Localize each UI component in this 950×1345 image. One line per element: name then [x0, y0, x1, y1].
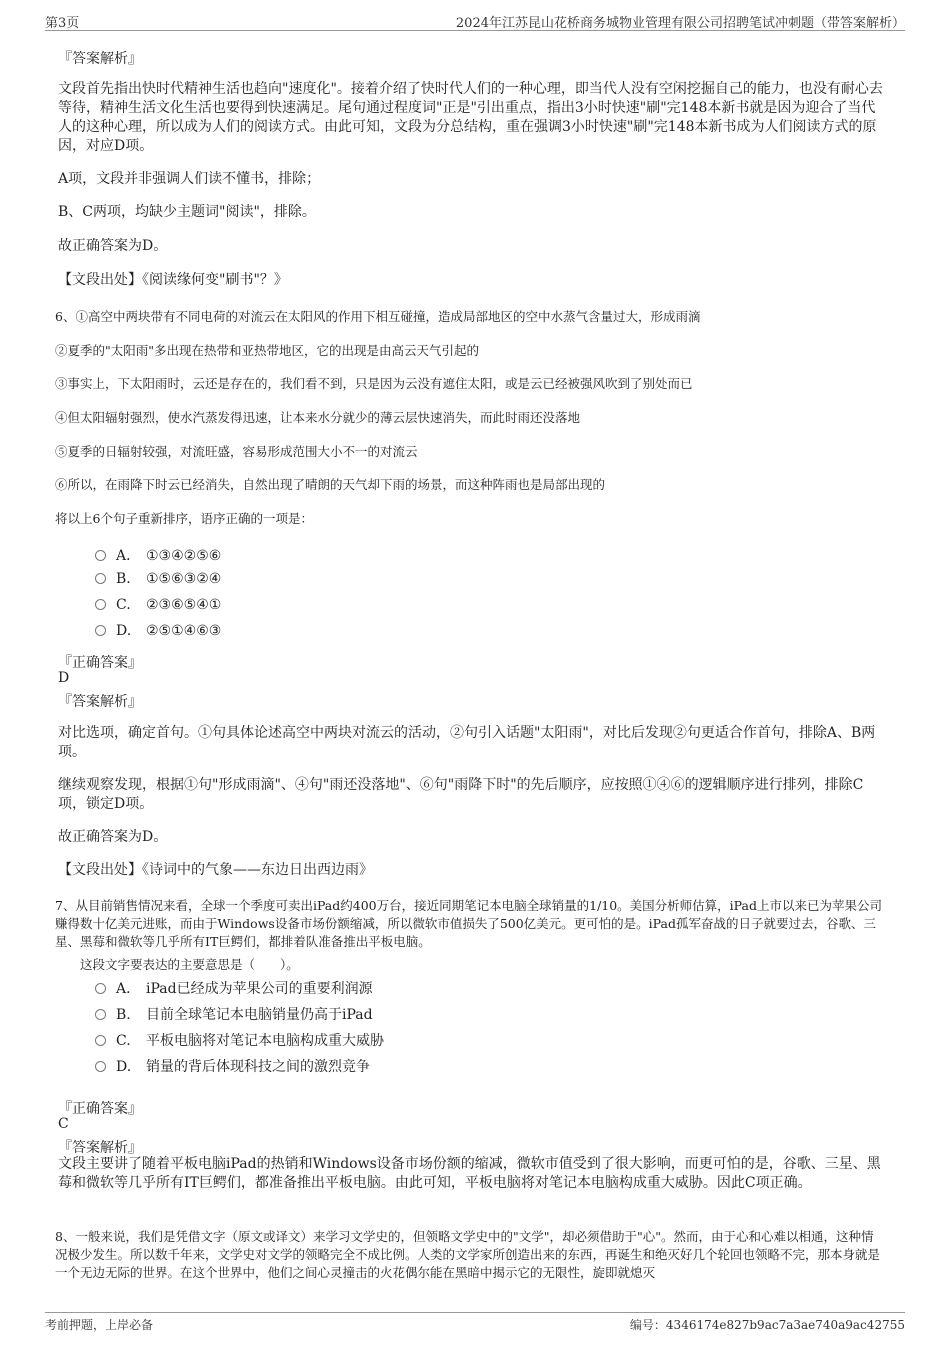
source-citation: 【文段出处】《诗词中的气象——东边日出西边雨》	[58, 862, 373, 878]
option-b[interactable]: B. ①⑤⑥③②④	[95, 571, 221, 591]
analysis-paragraph: 对比选项，确定首句。①句具体论述高空中两块对流云的活动，②句引入话题"太阳雨"，对比后发现②句更适合作首句，排除A、B两项。	[58, 725, 876, 760]
source-citation: 【文段出处】《阅读缘何变"刷书"？》	[58, 272, 288, 288]
radio-button[interactable]	[95, 550, 106, 561]
radio-button[interactable]	[95, 573, 106, 584]
document-title: 2024年江苏昆山花桥商务城物业管理有限公司招聘笔试冲刺题（带答案解析）	[455, 16, 905, 31]
analysis-label: 『答案解析』	[58, 1140, 142, 1156]
question-6-sentence: 6、①高空中两块带有不同电荷的对流云在太阳风的作用下相互碰撞，造成局部地区的空中水蒸气含量过大，形成雨滴	[55, 309, 701, 324]
option-c[interactable]: C. 平板电脑将对笔记本电脑构成重大威胁	[95, 1030, 384, 1050]
option-d[interactable]: D. ②⑤①④⑥③	[95, 623, 221, 643]
option-c[interactable]: C. ②③⑥⑤④①	[95, 597, 221, 617]
analysis-paragraph: 故正确答案为D。	[58, 829, 168, 845]
radio-button[interactable]	[95, 625, 106, 636]
analysis-paragraph: 故正确答案为D。	[58, 238, 168, 254]
analysis-label: 『答案解析』	[58, 51, 142, 67]
question-8-stem: 8、一般来说，我们是凭借文字（原文或译文）来学习文学史的，但领略文学史中的"文学"，却必须借助于"心"。然而，由于心和心难以相通，这种情况极少发生。所以数千年来，文学史对文学的领略完全不成比例。人类的文学家所创造出来的东西，再诞生和绝灭好几个轮回也领略不完，那本身就是一个无边无际的世界。在这个世界中，他们之间心灵撞击的火花偶尔能在黑暗中揭示它的无限性，旋即就熄灭	[55, 1229, 881, 1280]
question-6-sentence: ④但太阳辐射强烈，使水汽蒸发得迅速，让本来水分就少的薄云层快速消失，而此时雨还没落地	[55, 410, 581, 425]
document-code: 编号：4346174e827b9ac7a3ae740a9ac42755	[629, 1318, 905, 1332]
page-header	[45, 10, 905, 31]
question-6-sentence: ②夏季的"太阳雨"多出现在热带和亚热带地区，它的出现是由高云天气引起的	[55, 343, 480, 358]
page-footer	[45, 1312, 905, 1333]
question-7-stem: 7、从目前销售情况来看，全球一个季度可卖出iPad约400万台，接近同期笔记本电脑全球销量的1/10。美国分析师估算，iPad上市以来已为苹果公司赚得数十亿美元进账，而由于Windows设备市场份额缩减，所以微软市值损失了500亿美元。更可怕的是。iPad孤军奋战的日子就要过去，谷歌、三星、黑莓和微软等几乎所有IT巨鳄们，都排着队准备推出平板电脑。	[55, 898, 882, 949]
correct-answer: C	[58, 1116, 69, 1132]
question-6-sentence: ③事实上，下太阳雨时，云还是存在的，我们看不到，只是因为云没有遮住太阳，或是云已经被强风吹到了别处而已	[55, 376, 693, 391]
question-6-sentence: ⑥所以，在雨降下时云已经消失，自然出现了晴朗的天气却下雨的场景，而这种阵雨也是局部出现的	[55, 477, 606, 492]
analysis-paragraph: A项，文段并非强调人们读不懂书，排除；	[58, 171, 321, 187]
page-number: 第3页	[45, 16, 80, 31]
option-b[interactable]: B. 目前全球笔记本电脑销量仍高于iPad	[95, 1004, 373, 1024]
option-a[interactable]: A． iPad已经成为苹果公司的重要利润源	[95, 978, 373, 998]
question-7-prompt: 这段文字要表达的主要意思是（ ）。	[80, 957, 299, 972]
radio-button[interactable]	[95, 1061, 106, 1072]
correct-answer-label: 『正确答案』	[58, 1101, 142, 1117]
option-a[interactable]: A． ①③④②⑤⑥	[95, 545, 221, 565]
footer-slogan: 考前押题，上岸必备	[45, 1318, 154, 1332]
radio-button[interactable]	[95, 1009, 106, 1020]
question-6-prompt: 将以上6个句子重新排序，语序正确的一项是：	[55, 511, 313, 526]
question-6-sentence: ⑤夏季的日辐射较强，对流旺盛，容易形成范围大小不一的对流云	[55, 444, 418, 459]
correct-answer-label: 『正确答案』	[58, 655, 142, 671]
radio-button[interactable]	[95, 599, 106, 610]
radio-button[interactable]	[95, 1035, 106, 1046]
analysis-paragraph: 文段首先指出快时代精神生活也趋向"速度化"。接着介绍了快时代人们的一种心理，即当代人没有空闲挖掘自己的能力，也没有耐心去等待，精神生活文化生活也要得到快速满足。尾句通过程度词"正是"引出重点，指出3小时快速"刷"完148本新书就是因为迎合了当代人的这种心理，所以成为人们的阅读方式。由此可知，文段为分总结构，重在强调3小时快速"刷"完148本新书成为人们阅读方式的原因，对应D项。	[58, 81, 883, 154]
analysis-paragraph: 继续观察发现，根据①句"形成雨滴"、④句"雨还没落地"、⑥句"雨降下时"的先后顺序，应按照①④⑥的逻辑顺序进行排列，排除C项，锁定D项。	[58, 777, 864, 812]
analysis-label: 『答案解析』	[58, 694, 142, 710]
option-d[interactable]: D. 销量的背后体现科技之间的激烈竞争	[95, 1056, 370, 1076]
analysis-paragraph: 文段主要讲了随着平板电脑iPad的热销和Windows设备市场份额的缩减，微软市值受到了很大影响，而更可怕的是，谷歌、三星、黑莓和微软等几乎所有IT巨鳄们，都准备推出平板电脑。由此可知，平板电脑将对笔记本电脑构成重大威胁。因此C项正确。	[58, 1156, 881, 1191]
analysis-paragraph: B、C两项，均缺少主题词"阅读"，排除。	[58, 204, 316, 220]
radio-button[interactable]	[95, 983, 106, 994]
correct-answer: D	[58, 670, 70, 686]
